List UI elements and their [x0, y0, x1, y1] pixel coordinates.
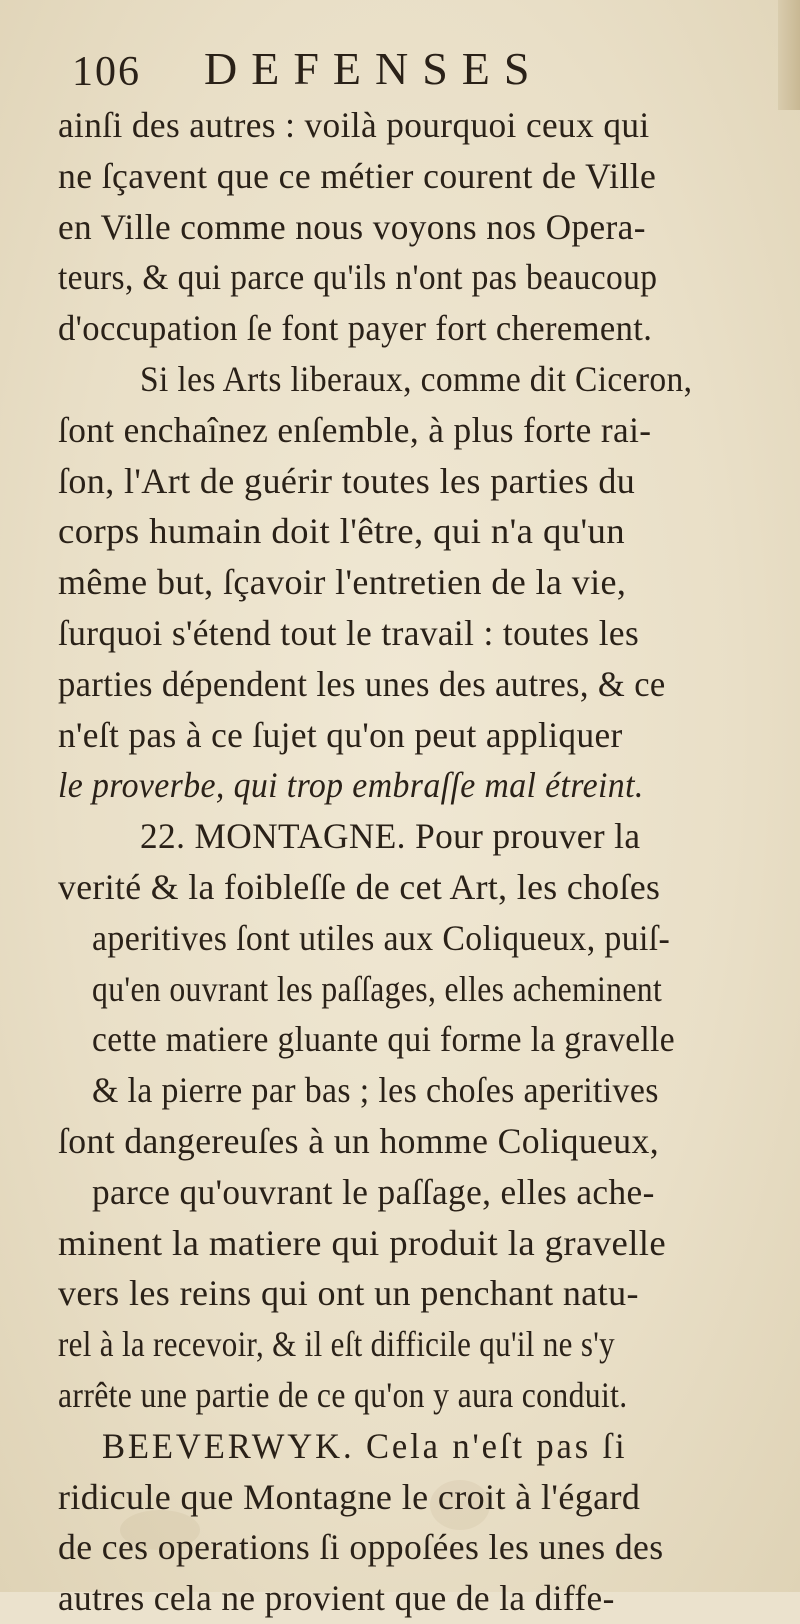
text-line: en Ville comme nous voyons nos Opera- — [58, 206, 646, 247]
page-header — [72, 42, 772, 98]
text-line: ſont dangereuſes à un homme Coliqueux, — [58, 1120, 660, 1161]
text-line: ne ſçavent que ce métier courent de Ville — [58, 155, 657, 196]
text-line: ſon, l'Art de guérir toutes les parties du — [58, 460, 636, 501]
text-line: & la pierre par bas ; les choſes aperitives — [92, 1070, 659, 1111]
text-line: teurs, & qui parce qu'ils n'ont pas beaucoup — [58, 257, 658, 298]
section-heading-line: BEEVERWYK. Cela n'eſt pas ſi — [102, 1425, 628, 1466]
text-line: n'eſt pas à ce ſujet qu'on peut appliquer — [58, 714, 623, 755]
body-text — [58, 100, 770, 1624]
text-line: verité & la foibleſſe de cet Art, les choſes — [58, 866, 661, 907]
text-line: Si les Arts liberaux, comme dit Ciceron, — [140, 358, 693, 399]
text-line: ſont enchaînez enſemble, à plus forte rai- — [58, 409, 652, 450]
text-line: parties dépendent les unes des autres, & ce — [58, 663, 666, 704]
text-line: rel à la recevoir, & il eſt difficile qu'il ne s'y — [58, 1324, 615, 1365]
text-line: ſurquoi s'étend tout le travail : toutes les — [58, 612, 640, 653]
page-number: 106 — [72, 49, 141, 95]
text-line: de ces operations ſi oppoſées les unes des — [58, 1527, 664, 1568]
section-heading-line: 22. MONTAGNE. Pour prouver la — [140, 816, 641, 857]
text-line: aperitives ſont utiles aux Coliqueux, puiſ- — [92, 917, 671, 958]
text-line: qu'en ouvrant les paſſages, elles acheminent — [92, 968, 663, 1009]
text-line: le proverbe, qui trop embraſſe mal étreint. — [58, 765, 644, 806]
text-line: ainſi des autres : voilà pourquoi ceux qui — [58, 105, 650, 145]
text-line: corps humain doit l'être, qui n'a qu'un — [58, 511, 626, 552]
text-line: cette matiere gluante qui forme la gravelle — [92, 1019, 676, 1060]
text-line: parce qu'ouvrant le paſſage, elles ache- — [92, 1171, 655, 1212]
text-line: minent la matiere qui produit la gravelle — [58, 1222, 667, 1263]
text-line: ridicule que Montagne le croit à l'égard — [58, 1476, 641, 1517]
text-line: même but, ſçavoir l'entretien de la vie, — [58, 562, 627, 603]
text-line: arrête une partie de ce qu'on y aura conduit. — [58, 1374, 628, 1415]
adjacent-page-edge — [778, 0, 800, 110]
running-title: DEFENSES — [204, 43, 544, 94]
text-line: d'occupation ſe font payer fort cherement. — [58, 308, 653, 349]
text-line: vers les reins qui ont un penchant natu- — [58, 1273, 639, 1314]
text-line: autres cela ne provient que de la diffe- — [58, 1578, 615, 1619]
